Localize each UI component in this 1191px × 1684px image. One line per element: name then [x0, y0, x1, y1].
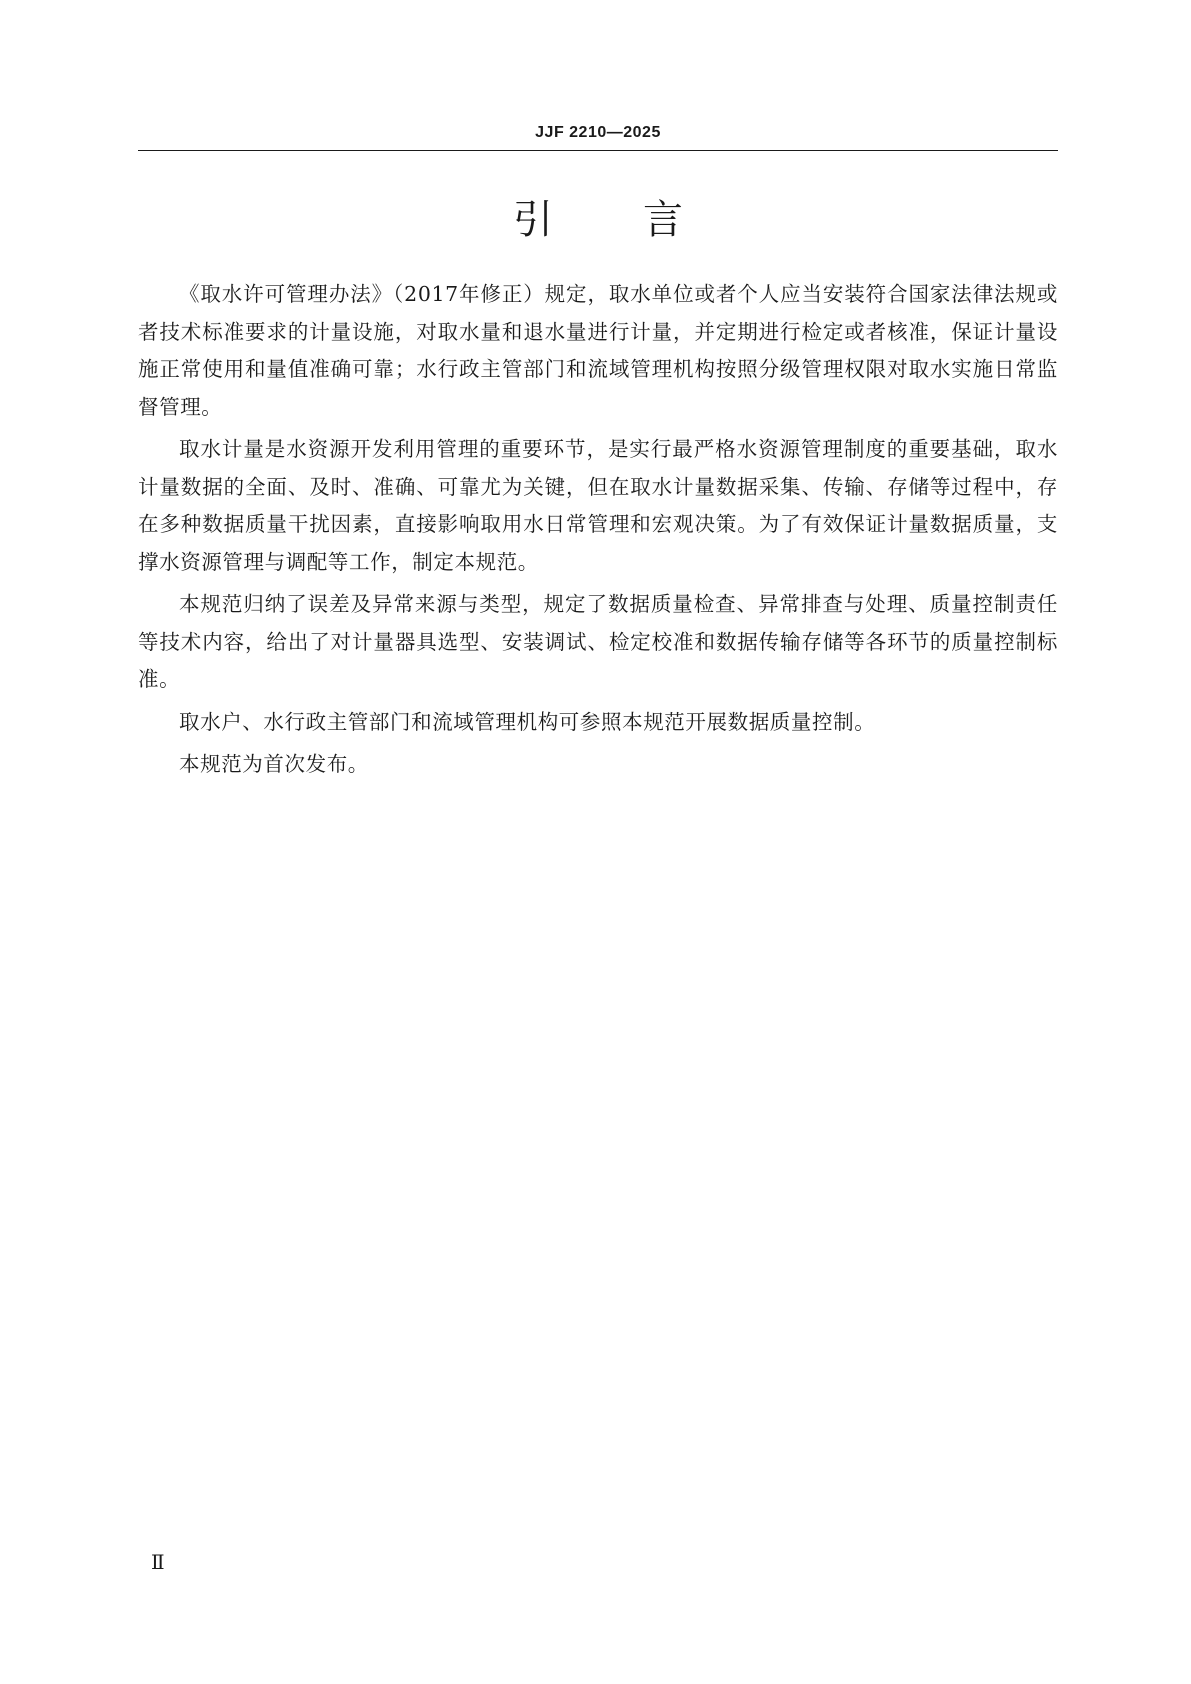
paragraph: 本规范为首次发布。	[179, 752, 369, 776]
header-divider	[138, 150, 1058, 151]
page-header	[138, 118, 1058, 148]
standard-code: JJF 2210—2025	[535, 124, 661, 141]
paragraph: 《取水许可管理办法》（2017年修正）规定，取水单位或者个人应当安装符合国家法律法规或者技术标准要求的计量设施，对取水量和退水量进行计量，并定期进行检定或者核准，保证计量设施正常使用和量值准确可靠；水行政主管部门和流域管理机构按照分级管理权限对取水实施日常监督管理。	[138, 282, 1058, 419]
page-title: 引言	[513, 197, 773, 243]
body-text	[138, 276, 1058, 789]
paragraph: 本规范归纳了误差及异常来源与类型，规定了数据质量检查、异常排查与处理、质量控制责任等技术内容，给出了对计量器具选型、安装调试、检定校准和数据传输存储等各环节的质量控制标准。	[138, 592, 1058, 691]
paragraph: 取水计量是水资源开发利用管理的重要环节，是实行最严格水资源管理制度的重要基础，取水计量数据的全面、及时、准确、可靠尤为关键，但在取水计量数据采集、传输、存储等过程中，存在多种数据质量干扰因素，直接影响取用水日常管理和宏观决策。为了有效保证计量数据质量，支撑水资源管理与调配等工作，制定本规范。	[138, 437, 1058, 574]
paragraph: 取水户、水行政主管部门和流域管理机构可参照本规范开展数据质量控制。	[179, 709, 876, 734]
page-number: Ⅱ	[151, 1550, 165, 1574]
